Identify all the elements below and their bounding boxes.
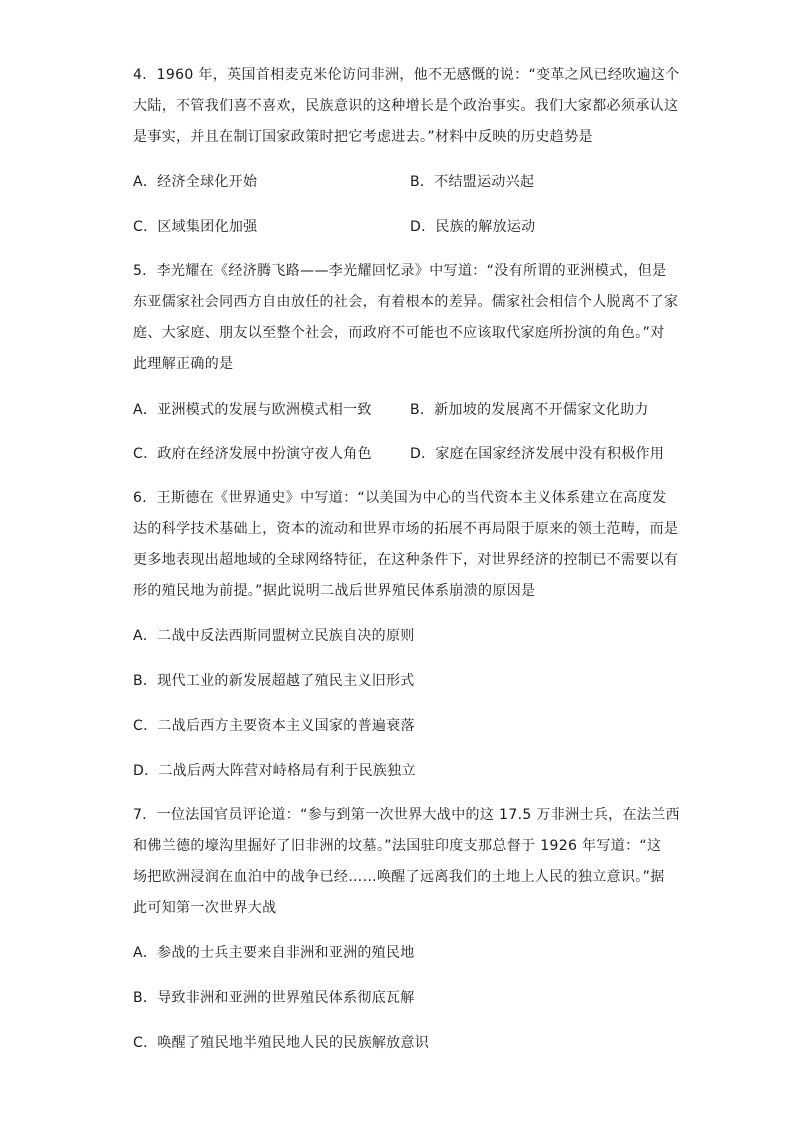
stem-line: 形的殖民地为前提。”据此说明二战后世界殖民体系崩溃的原因是 [133, 583, 536, 599]
question-4-option-d: D．民族的解放运动 [410, 219, 536, 235]
question-4-option-a: A．经济全球化开始 [133, 174, 258, 190]
stem-line: 4．1960 年，英国首相麦克米伦访问非洲，他不无感慨的说：“变革之风已经吹遍这个 [133, 67, 680, 83]
question-4-stem [133, 60, 680, 153]
question-5-option-c: C．政府在经济发展中扮演守夜人角色 [133, 446, 372, 462]
question-6-option-b: B．现代工业的新发展超越了殖民主义旧形式 [133, 673, 415, 689]
question-4-option-c: C．区域集团化加强 [133, 219, 258, 235]
question-6-option-c: C．二战后西方主要资本主义国家的普遍衰落 [133, 718, 415, 734]
stem-line: 此可知第一次世界大战 [133, 900, 277, 916]
question-5-option-b: B．新加坡的发展离不开儒家文化助力 [410, 402, 649, 418]
question-6-option-d: D．二战后两大阵营对峙格局有利于民族独立 [133, 763, 416, 779]
stem-line: 大陆，不管我们喜不喜欢，民族意识的这种增长是个政治事实。我们大家都必须承认这 [133, 98, 679, 114]
stem-line: 场把欧洲浸润在血泊中的战争已经……唤醒了远离我们的土地上人民的独立意识。”据 [133, 869, 665, 885]
stem-line: 是事实，并且在制订国家政策时把它考虑进去。”材料中反映的历史趋势是 [133, 129, 593, 145]
stem-line: 5．李光耀在《经济腾飞路——李光耀回忆录》中写道：“没有所谓的亚洲模式，但是 [133, 263, 667, 279]
question-6-stem [133, 483, 679, 607]
question-7-option-b: B．导致非洲和亚洲的世界殖民体系彻底瓦解 [133, 990, 415, 1006]
stem-line: 庭、大家庭、朋友以至整个社会，而政府不可能也不应该取代家庭所扮演的角色。”对 [133, 325, 665, 341]
stem-line: 此理解正确的是 [133, 356, 234, 372]
question-5-option-d: D．家庭在国家经济发展中没有积极作用 [410, 446, 665, 462]
question-6-option-a: A．二战中反法西斯同盟树立民族自决的原则 [133, 628, 415, 644]
question-7-option-c: C．唤醒了殖民地半殖民地人民的民族解放意识 [133, 1035, 430, 1051]
stem-line: 7．一位法国官员评论道：“参与到第一次世界大战中的这 17.5 万非洲士兵，在法兰西 [133, 807, 680, 823]
question-5-stem [133, 256, 679, 380]
stem-line: 达的科学技术基础上，资本的流动和世界市场的拓展不再局限于原来的领土范畴，而是 [133, 521, 679, 537]
question-4-option-b: B．不结盟运动兴起 [410, 174, 535, 190]
question-7-option-a: A．参战的士兵主要来自非洲和亚洲的殖民地 [133, 945, 415, 961]
question-7-stem [133, 800, 680, 924]
stem-line: 东亚儒家社会同西方自由放任的社会，有着根本的差异。儒家社会相信个人脱离不了家 [133, 294, 679, 310]
stem-line: 和佛兰德的壕沟里掘好了旧非洲的坟墓。”法国驻印度支那总督于 1926 年写道：“这 [133, 838, 662, 854]
stem-line: 更多地表现出超地域的全球网络特征，在这种条件下，对世界经济的控制已不需要以有 [133, 552, 679, 568]
question-5-option-a: A．亚洲模式的发展与欧洲模式相一致 [133, 402, 372, 418]
stem-line: 6．王斯德在《世界通史》中写道：“以美国为中心的当代资本主义体系建立在高度发 [133, 490, 667, 506]
